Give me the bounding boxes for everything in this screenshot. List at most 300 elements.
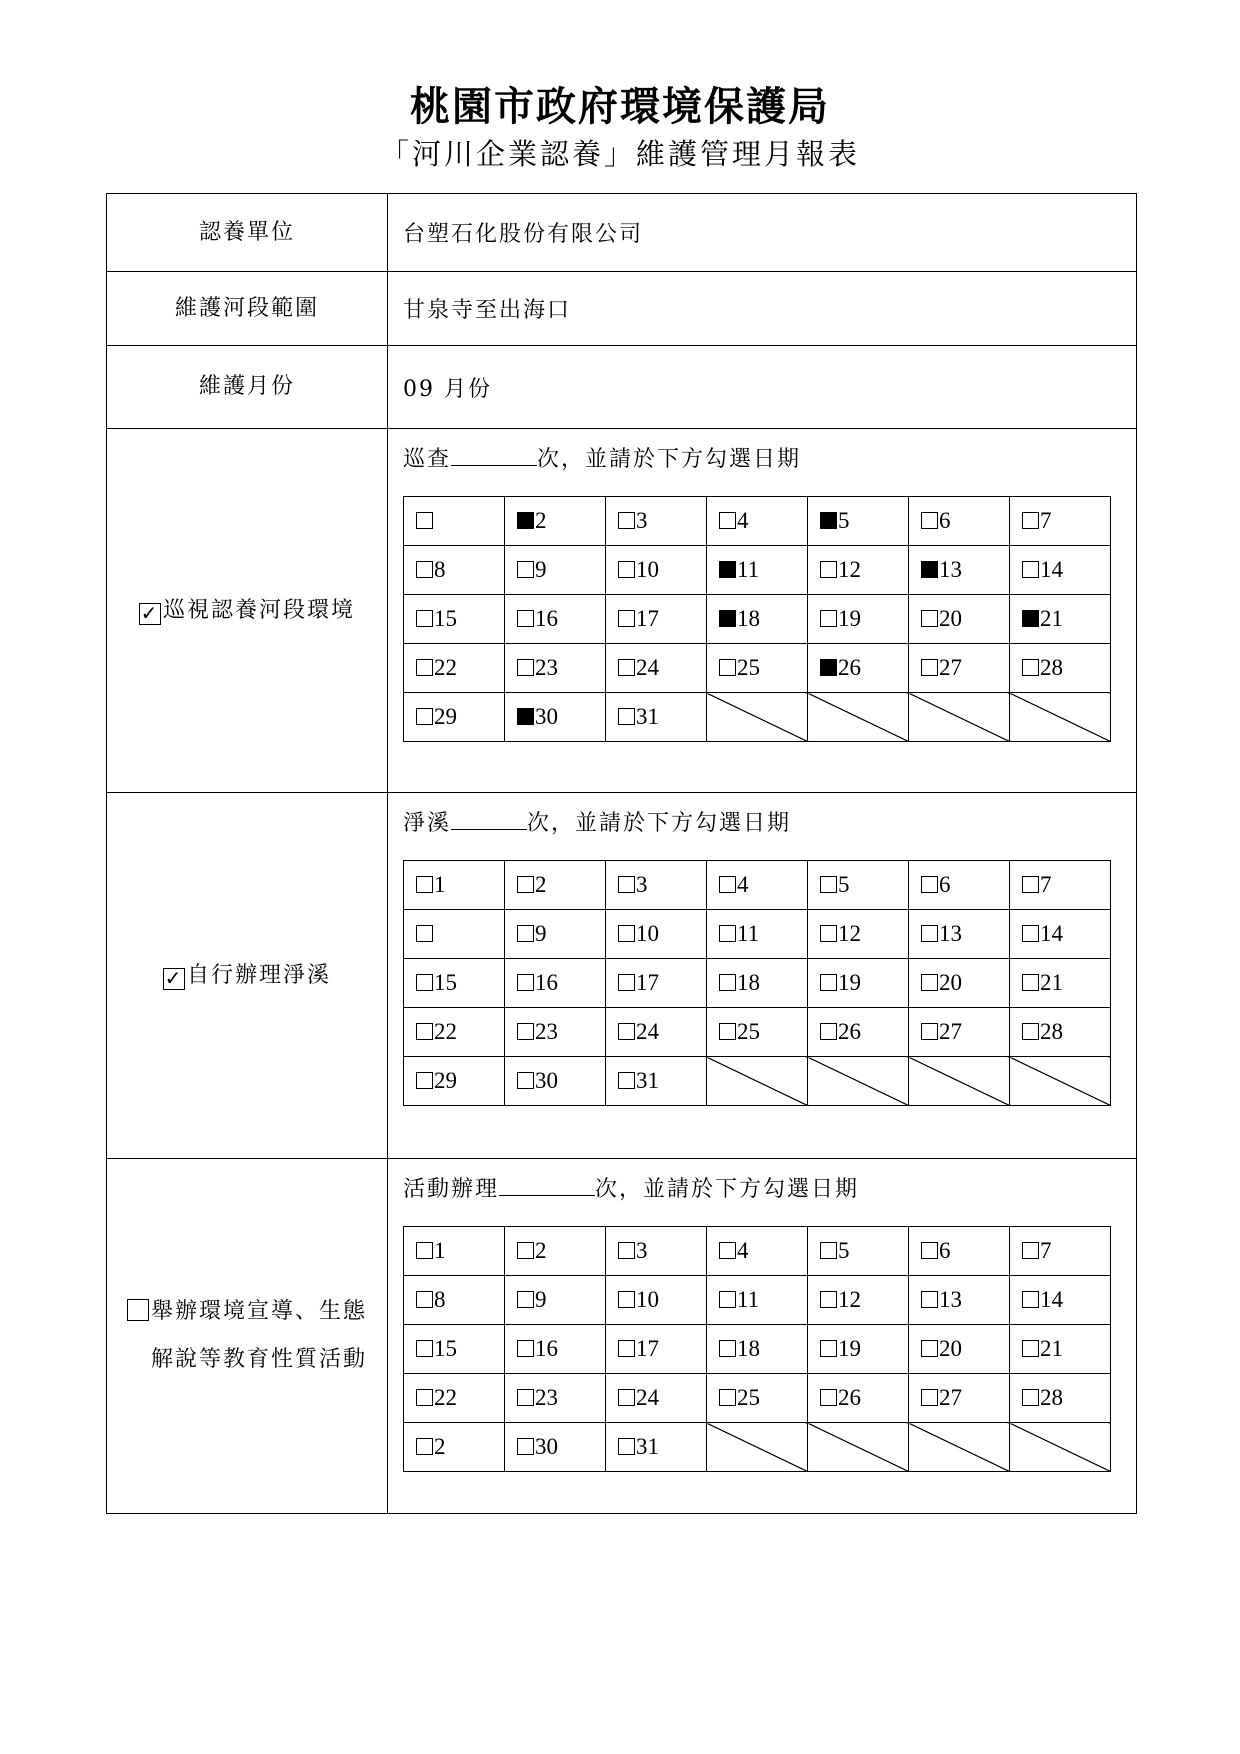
- checkbox-icon[interactable]: [1022, 1340, 1039, 1357]
- page-title: 桃園市政府環境保護局: [410, 83, 830, 130]
- filled-checkbox-icon[interactable]: [921, 561, 938, 578]
- date-cell[interactable]: [909, 1008, 1010, 1057]
- date-number: 7: [1040, 872, 1052, 897]
- date-cell[interactable]: [606, 861, 707, 910]
- checkbox-icon[interactable]: [921, 925, 938, 942]
- filled-checkbox-icon[interactable]: [820, 512, 837, 529]
- checkbox-icon[interactable]: [820, 925, 837, 942]
- date-grid-row: [404, 910, 1111, 959]
- date-cell[interactable]: [707, 959, 808, 1008]
- date-number: 14: [1040, 921, 1063, 946]
- date-cell[interactable]: [606, 1057, 707, 1106]
- date-cell[interactable]: [606, 1227, 707, 1276]
- count-blank-field[interactable]: [451, 807, 527, 830]
- section-label-text: [163, 952, 331, 1000]
- date-number: 20: [939, 970, 962, 995]
- checkbox-icon[interactable]: [618, 1389, 635, 1406]
- date-number: 21: [1040, 1336, 1063, 1361]
- checkbox-icon[interactable]: [921, 1389, 938, 1406]
- empty-date-cell: [808, 693, 909, 742]
- date-number: 9: [535, 557, 547, 582]
- date-cell[interactable]: [606, 546, 707, 595]
- date-grid-row: [404, 1227, 1111, 1276]
- date-grid-row: [404, 1276, 1111, 1325]
- checkbox-icon[interactable]: [517, 1389, 534, 1406]
- date-number: 24: [636, 655, 659, 680]
- empty-date-cell: [707, 1423, 808, 1472]
- checkbox-icon[interactable]: [1022, 974, 1039, 991]
- checked-checkbox-icon[interactable]: ✓: [140, 600, 160, 625]
- date-number: 26: [838, 655, 861, 680]
- date-cell[interactable]: [707, 1276, 808, 1325]
- info-row-unit: [107, 194, 1136, 271]
- checkbox-icon[interactable]: [618, 1072, 635, 1089]
- filled-checkbox-icon[interactable]: [1022, 610, 1039, 627]
- date-number: 17: [636, 606, 659, 631]
- date-number: 12: [838, 921, 861, 946]
- date-cell[interactable]: [909, 861, 1010, 910]
- date-number: 23: [535, 655, 558, 680]
- date-number: 18: [737, 606, 760, 631]
- date-number: 16: [535, 970, 558, 995]
- date-cell[interactable]: [505, 595, 606, 644]
- filled-checkbox-icon[interactable]: [517, 708, 534, 725]
- checkbox-icon[interactable]: [517, 925, 534, 942]
- date-number: 22: [434, 1019, 457, 1044]
- count-blank-field[interactable]: [451, 443, 537, 466]
- checkbox-icon[interactable]: [1022, 876, 1039, 893]
- date-number: 15: [434, 970, 457, 995]
- checkbox-icon[interactable]: [416, 561, 433, 578]
- date-number: 18: [737, 1336, 760, 1361]
- checkbox-icon[interactable]: [416, 1438, 433, 1455]
- date-cell[interactable]: [707, 497, 808, 546]
- checkbox-icon[interactable]: [517, 1291, 534, 1308]
- section-cleanup: [107, 792, 1136, 1158]
- date-cell[interactable]: [1010, 644, 1111, 693]
- checkbox-icon[interactable]: [127, 1299, 149, 1321]
- empty-date-cell: [909, 1423, 1010, 1472]
- date-cell[interactable]: [606, 910, 707, 959]
- checkbox-icon[interactable]: [416, 708, 433, 725]
- checkbox-icon[interactable]: [921, 610, 938, 627]
- date-number: 16: [535, 1336, 558, 1361]
- checkbox-icon[interactable]: [618, 1340, 635, 1357]
- date-number: 19: [838, 1336, 861, 1361]
- section-label-line1: 舉辦環境宣導、生態: [150, 1299, 367, 1324]
- date-cell[interactable]: [505, 1325, 606, 1374]
- date-cell[interactable]: [606, 595, 707, 644]
- date-cell[interactable]: [808, 1276, 909, 1325]
- date-cell[interactable]: [909, 546, 1010, 595]
- date-grid-row: [404, 1325, 1111, 1374]
- date-cell[interactable]: [808, 861, 909, 910]
- section-label-text: [139, 587, 355, 635]
- info-value[interactable]: 甘泉寺至出海口: [403, 298, 572, 323]
- checkbox-icon[interactable]: [416, 1242, 433, 1259]
- checkbox-icon[interactable]: [416, 1072, 433, 1089]
- date-number: 25: [737, 1385, 760, 1410]
- checkbox-icon[interactable]: [517, 876, 534, 893]
- date-cell[interactable]: [606, 1423, 707, 1472]
- date-cell[interactable]: [606, 1374, 707, 1423]
- empty-date-cell: [1010, 693, 1111, 742]
- checkbox-icon[interactable]: [921, 1242, 938, 1259]
- checkbox-icon[interactable]: [416, 974, 433, 991]
- date-number: 5: [838, 872, 850, 897]
- checkbox-icon[interactable]: [517, 1072, 534, 1089]
- checkbox-icon[interactable]: [517, 1023, 534, 1040]
- count-blank-field[interactable]: [499, 1173, 595, 1196]
- date-number: 2: [535, 1238, 547, 1263]
- date-grid-row: [404, 595, 1111, 644]
- empty-date-cell: [707, 693, 808, 742]
- checkbox-icon[interactable]: [1022, 1389, 1039, 1406]
- date-number: 25: [737, 1019, 760, 1044]
- date-number: 17: [636, 970, 659, 995]
- date-cell[interactable]: [909, 1227, 1010, 1276]
- checkbox-icon[interactable]: [921, 512, 938, 529]
- date-number: 10: [636, 557, 659, 582]
- checkbox-icon[interactable]: [416, 512, 433, 529]
- date-cell[interactable]: [808, 644, 909, 693]
- checkbox-icon[interactable]: [921, 1023, 938, 1040]
- checked-checkbox-icon[interactable]: ✓: [164, 965, 184, 990]
- checkbox-icon[interactable]: [618, 1023, 635, 1040]
- info-value[interactable]: 09 月份: [403, 376, 492, 402]
- info-label: 認養單位: [107, 194, 388, 271]
- date-cell[interactable]: [505, 1423, 606, 1472]
- date-cell[interactable]: [909, 1276, 1010, 1325]
- date-cell[interactable]: [1010, 1227, 1111, 1276]
- date-number: 30: [535, 1068, 558, 1093]
- date-number: 30: [535, 704, 558, 729]
- empty-date-cell: [1010, 1423, 1111, 1472]
- date-cell[interactable]: [707, 595, 808, 644]
- date-number: 4: [737, 1238, 749, 1263]
- date-grid-row: [404, 1057, 1111, 1106]
- date-cell[interactable]: [1010, 1008, 1111, 1057]
- checkbox-icon[interactable]: [1022, 512, 1039, 529]
- date-cell[interactable]: [707, 546, 808, 595]
- date-number: 4: [737, 508, 749, 533]
- checkbox-icon[interactable]: [820, 610, 837, 627]
- date-grid-row: [404, 959, 1111, 1008]
- section-label: [107, 1159, 388, 1513]
- section-label-line1: 巡視認養河段環境: [162, 597, 355, 623]
- date-cell[interactable]: [1010, 1276, 1111, 1325]
- date-number: 25: [737, 655, 760, 680]
- date-cell[interactable]: [404, 959, 505, 1008]
- checkbox-icon[interactable]: [1022, 1242, 1039, 1259]
- date-number: 27: [939, 1019, 962, 1044]
- date-grid-row: [404, 693, 1111, 742]
- report-table: [106, 193, 1137, 1514]
- checkbox-icon[interactable]: [1022, 561, 1039, 578]
- checkbox-icon[interactable]: [719, 1340, 736, 1357]
- date-cell[interactable]: [808, 497, 909, 546]
- date-cell[interactable]: [707, 1227, 808, 1276]
- date-number: 2: [434, 1434, 446, 1459]
- checkbox-icon[interactable]: [719, 1389, 736, 1406]
- date-cell[interactable]: [606, 644, 707, 693]
- checkbox-icon[interactable]: [719, 659, 736, 676]
- date-grid-row: [404, 1423, 1111, 1472]
- filled-checkbox-icon[interactable]: [719, 610, 736, 627]
- date-cell[interactable]: [606, 497, 707, 546]
- checkbox-icon[interactable]: [1022, 1023, 1039, 1040]
- date-cell[interactable]: [404, 1374, 505, 1423]
- info-value[interactable]: 台塑石化股份有限公司: [403, 222, 644, 247]
- checkbox-icon[interactable]: [517, 1242, 534, 1259]
- checkbox-icon[interactable]: [820, 974, 837, 991]
- checkbox-icon[interactable]: [921, 659, 938, 676]
- date-cell[interactable]: [404, 1276, 505, 1325]
- checkbox-icon[interactable]: [618, 610, 635, 627]
- date-cell[interactable]: [606, 959, 707, 1008]
- date-cell[interactable]: [404, 910, 505, 959]
- date-cell[interactable]: [1010, 861, 1111, 910]
- checkbox-icon[interactable]: [416, 925, 433, 942]
- checkbox-icon[interactable]: [719, 1291, 736, 1308]
- checkbox-icon[interactable]: [517, 974, 534, 991]
- checkbox-icon[interactable]: [921, 1340, 938, 1357]
- date-cell[interactable]: [404, 595, 505, 644]
- date-cell[interactable]: [505, 910, 606, 959]
- checkbox-icon[interactable]: [921, 1291, 938, 1308]
- date-cell[interactable]: [808, 1374, 909, 1423]
- checkbox-icon[interactable]: [1022, 925, 1039, 942]
- date-cell[interactable]: [505, 959, 606, 1008]
- date-number: 31: [636, 1434, 659, 1459]
- date-cell[interactable]: [909, 497, 1010, 546]
- checkbox-icon[interactable]: [416, 610, 433, 627]
- checkbox-icon[interactable]: [1022, 1291, 1039, 1308]
- date-cell[interactable]: [606, 1276, 707, 1325]
- checkbox-icon[interactable]: [416, 1291, 433, 1308]
- checkbox-icon[interactable]: [517, 561, 534, 578]
- date-number: 29: [434, 704, 457, 729]
- date-cell[interactable]: [707, 1325, 808, 1374]
- date-grid-row: [404, 861, 1111, 910]
- checkbox-icon[interactable]: [820, 1023, 837, 1040]
- checkbox-icon[interactable]: [618, 1291, 635, 1308]
- date-cell[interactable]: [404, 546, 505, 595]
- date-cell[interactable]: [707, 1374, 808, 1423]
- checkbox-icon[interactable]: [719, 925, 736, 942]
- date-cell[interactable]: [505, 1057, 606, 1106]
- checkbox-icon[interactable]: [820, 1242, 837, 1259]
- date-cell[interactable]: [505, 1008, 606, 1057]
- date-cell[interactable]: [404, 1325, 505, 1374]
- date-number: 26: [838, 1019, 861, 1044]
- checkbox-icon[interactable]: [416, 1389, 433, 1406]
- checkbox-icon[interactable]: [820, 1340, 837, 1357]
- date-cell[interactable]: [404, 693, 505, 742]
- empty-date-cell: [808, 1423, 909, 1472]
- date-cell[interactable]: [404, 497, 505, 546]
- date-number: 9: [535, 921, 547, 946]
- date-cell[interactable]: [1010, 595, 1111, 644]
- checkbox-icon[interactable]: [618, 925, 635, 942]
- date-number: 15: [434, 1336, 457, 1361]
- checkbox-icon[interactable]: [416, 1340, 433, 1357]
- date-number: 2: [535, 508, 547, 533]
- date-cell[interactable]: [909, 595, 1010, 644]
- date-cell[interactable]: [1010, 1374, 1111, 1423]
- checkbox-icon[interactable]: [719, 512, 736, 529]
- date-cell[interactable]: [707, 1008, 808, 1057]
- date-cell[interactable]: [505, 644, 606, 693]
- date-cell[interactable]: [909, 910, 1010, 959]
- checkbox-icon[interactable]: [820, 1389, 837, 1406]
- checkbox-icon[interactable]: [517, 1340, 534, 1357]
- date-number: 20: [939, 606, 962, 631]
- date-cell[interactable]: [404, 1057, 505, 1106]
- date-number: 5: [838, 1238, 850, 1263]
- date-cell[interactable]: [808, 910, 909, 959]
- section-patrol: [107, 428, 1136, 792]
- date-number: 13: [939, 921, 962, 946]
- checkbox-icon[interactable]: [921, 974, 938, 991]
- date-cell[interactable]: [404, 644, 505, 693]
- date-number: 24: [636, 1019, 659, 1044]
- checkbox-icon[interactable]: [416, 1023, 433, 1040]
- date-cell[interactable]: [808, 546, 909, 595]
- instruction-prefix: 活動辦理: [403, 1177, 500, 1202]
- date-number: 31: [636, 1068, 659, 1093]
- date-cell[interactable]: [505, 1276, 606, 1325]
- date-number: 5: [838, 508, 850, 533]
- date-cell[interactable]: [404, 1423, 505, 1472]
- date-number: 29: [434, 1068, 457, 1093]
- checkbox-icon[interactable]: [618, 512, 635, 529]
- date-number: 3: [636, 1238, 648, 1263]
- empty-date-cell: [707, 1057, 808, 1106]
- date-number: 14: [1040, 557, 1063, 582]
- checkbox-icon[interactable]: [1022, 659, 1039, 676]
- date-cell[interactable]: [707, 644, 808, 693]
- date-cell[interactable]: [1010, 959, 1111, 1008]
- date-number: 27: [939, 1385, 962, 1410]
- checkbox-icon[interactable]: [618, 1242, 635, 1259]
- filled-checkbox-icon[interactable]: [517, 512, 534, 529]
- checkbox-icon[interactable]: [618, 659, 635, 676]
- date-cell[interactable]: [606, 1325, 707, 1374]
- date-number: 4: [737, 872, 749, 897]
- date-cell[interactable]: [606, 693, 707, 742]
- checkbox-icon[interactable]: [820, 561, 837, 578]
- date-cell[interactable]: [808, 959, 909, 1008]
- date-cell[interactable]: [404, 1227, 505, 1276]
- date-cell[interactable]: [1010, 910, 1111, 959]
- date-cell[interactable]: [606, 1008, 707, 1057]
- date-cell[interactable]: [505, 1374, 606, 1423]
- date-cell[interactable]: [909, 959, 1010, 1008]
- date-cell[interactable]: [404, 1008, 505, 1057]
- checkbox-icon[interactable]: [618, 1438, 635, 1455]
- date-number: 27: [939, 655, 962, 680]
- checkbox-icon[interactable]: [921, 876, 938, 893]
- info-label: 維護月份: [107, 346, 388, 428]
- date-grid-row: [404, 644, 1111, 693]
- instruction-prefix: 淨溪: [403, 811, 452, 836]
- date-cell[interactable]: [1010, 497, 1111, 546]
- date-number: 28: [1040, 1385, 1063, 1410]
- date-number: 21: [1040, 606, 1063, 631]
- checkbox-icon[interactable]: [618, 876, 635, 893]
- date-cell[interactable]: [808, 595, 909, 644]
- date-number: 13: [939, 1287, 962, 1312]
- section-label: [107, 793, 388, 1158]
- date-number: 15: [434, 606, 457, 631]
- date-cell[interactable]: [505, 1227, 606, 1276]
- date-cell[interactable]: [909, 644, 1010, 693]
- filled-checkbox-icon[interactable]: [719, 561, 736, 578]
- date-grid: [403, 860, 1111, 1106]
- date-number: 28: [1040, 655, 1063, 680]
- instruction-suffix: 次，並請於下方勾選日期: [537, 447, 802, 472]
- date-cell[interactable]: [1010, 546, 1111, 595]
- date-cell[interactable]: [505, 497, 606, 546]
- date-number: 24: [636, 1385, 659, 1410]
- checkbox-icon[interactable]: [618, 561, 635, 578]
- date-cell[interactable]: [505, 861, 606, 910]
- section-activity: [107, 1158, 1136, 1513]
- checkbox-icon[interactable]: [719, 1023, 736, 1040]
- checkbox-icon[interactable]: [719, 1242, 736, 1259]
- date-cell[interactable]: [505, 693, 606, 742]
- checkbox-icon[interactable]: [719, 974, 736, 991]
- checkbox-icon[interactable]: [517, 610, 534, 627]
- date-cell[interactable]: [404, 861, 505, 910]
- date-number: 19: [838, 606, 861, 631]
- date-cell[interactable]: [707, 910, 808, 959]
- checkbox-icon[interactable]: [820, 1291, 837, 1308]
- date-number: 12: [838, 1287, 861, 1312]
- date-number: 10: [636, 921, 659, 946]
- date-cell[interactable]: [707, 861, 808, 910]
- date-grid-row: [404, 546, 1111, 595]
- checkbox-icon[interactable]: [416, 876, 433, 893]
- date-cell[interactable]: [808, 1008, 909, 1057]
- info-row-section: [107, 271, 1136, 345]
- date-number: 28: [1040, 1019, 1063, 1044]
- checkbox-icon[interactable]: [517, 1438, 534, 1455]
- checkbox-icon[interactable]: [416, 659, 433, 676]
- date-number: 11: [737, 921, 760, 946]
- filled-checkbox-icon[interactable]: [820, 659, 837, 676]
- date-cell[interactable]: [808, 1227, 909, 1276]
- checkbox-icon[interactable]: [820, 876, 837, 893]
- date-cell[interactable]: [808, 1325, 909, 1374]
- date-cell[interactable]: [909, 1325, 1010, 1374]
- date-number: 3: [636, 508, 648, 533]
- checkbox-icon[interactable]: [719, 876, 736, 893]
- date-number: 6: [939, 508, 951, 533]
- date-cell[interactable]: [909, 1374, 1010, 1423]
- checkbox-icon[interactable]: [517, 659, 534, 676]
- date-cell[interactable]: [505, 546, 606, 595]
- date-number: 18: [737, 970, 760, 995]
- checkbox-icon[interactable]: [618, 974, 635, 991]
- date-number: 9: [535, 1287, 547, 1312]
- section-label-line1: 自行辦理淨溪: [186, 962, 331, 988]
- date-cell[interactable]: [1010, 1325, 1111, 1374]
- checkbox-icon[interactable]: [618, 708, 635, 725]
- date-number: 21: [1040, 970, 1063, 995]
- date-grid: [403, 1226, 1111, 1472]
